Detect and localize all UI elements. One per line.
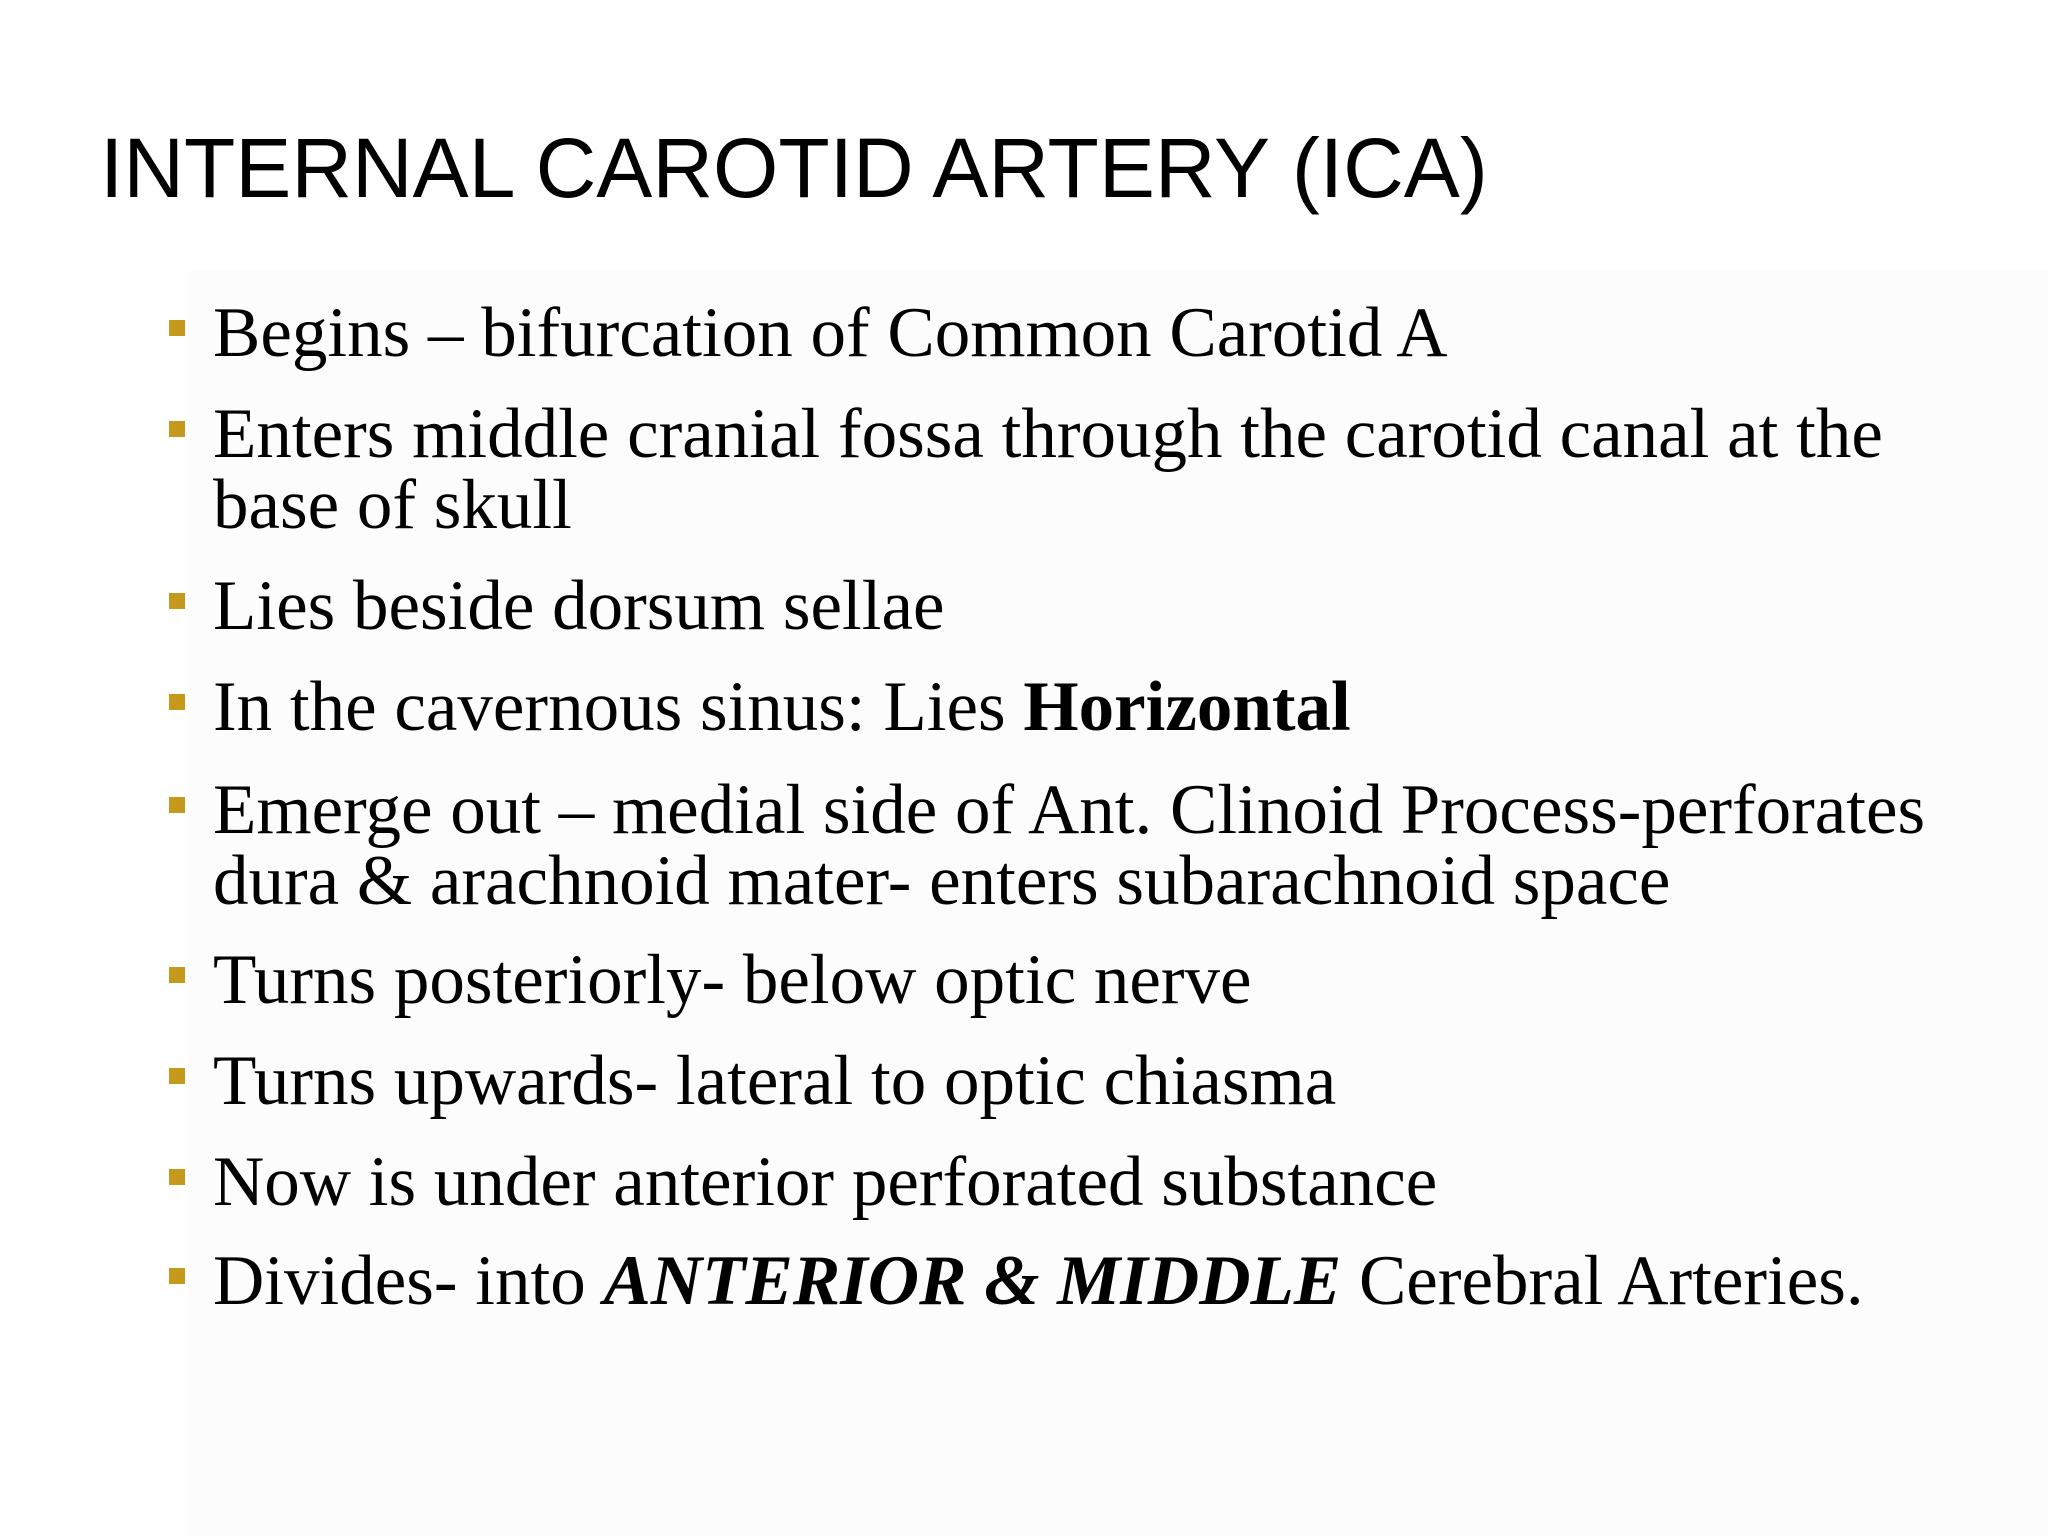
bullet-text	[213, 668, 2005, 746]
bullet-item-lies-beside	[165, 567, 2005, 645]
bullet-item-enters	[165, 395, 2005, 544]
bullet-text: Now is under anterior perforated substance	[213, 1143, 1438, 1221]
square-bullet-icon	[169, 1268, 185, 1284]
bullet-text-prefix: Divides- into	[213, 1242, 604, 1320]
bullet-item-turns-upwards	[165, 1042, 2005, 1120]
bullet-text: Begins – bifurcation of Common Carotid A	[213, 294, 1448, 372]
bullet-text-emphasis: Horizontal	[1023, 668, 1351, 746]
square-bullet-icon	[169, 797, 185, 813]
square-bullet-icon	[169, 1068, 185, 1084]
square-bullet-icon	[169, 694, 185, 710]
square-bullet-icon	[169, 421, 185, 437]
bullet-text: Enters middle cranial fossa through the carotid canal at the base of skull	[213, 395, 1883, 544]
bullet-text-prefix: In the cavernous sinus: Lies	[213, 668, 1024, 746]
slide-title: INTERNAL CAROTID ARTERY (ICA)	[100, 121, 1488, 215]
square-bullet-icon	[169, 967, 185, 983]
square-bullet-icon	[169, 593, 185, 609]
square-bullet-icon	[169, 320, 185, 336]
bullet-text-suffix: Cerebral Arteries.	[1341, 1242, 1864, 1320]
bullet-item-turns-posteriorly	[165, 941, 2005, 1019]
bullet-item-emerge-out	[165, 771, 2005, 920]
bullet-text	[213, 1242, 2005, 1320]
bullet-text: Emerge out – medial side of Ant. Clinoid Process-perforates dura & arachnoid mater- enters subarachnoid space	[213, 771, 1926, 920]
bullet-item-anterior-perforated-substance	[165, 1143, 2005, 1221]
bullet-text-emphasis: ANTERIOR & MIDDLE	[603, 1242, 1342, 1320]
bullet-list	[165, 294, 2005, 1345]
square-bullet-icon	[169, 1169, 185, 1185]
bullet-item-begins	[165, 294, 2005, 372]
bullet-item-divides	[165, 1242, 2005, 1320]
bullet-text: Lies beside dorsum sellae	[213, 567, 945, 645]
bullet-text: Turns upwards- lateral to optic chiasma	[213, 1042, 1337, 1120]
bullet-text: Turns posteriorly- below optic nerve	[213, 941, 1252, 1019]
bullet-item-cavernous-sinus	[165, 668, 2005, 746]
